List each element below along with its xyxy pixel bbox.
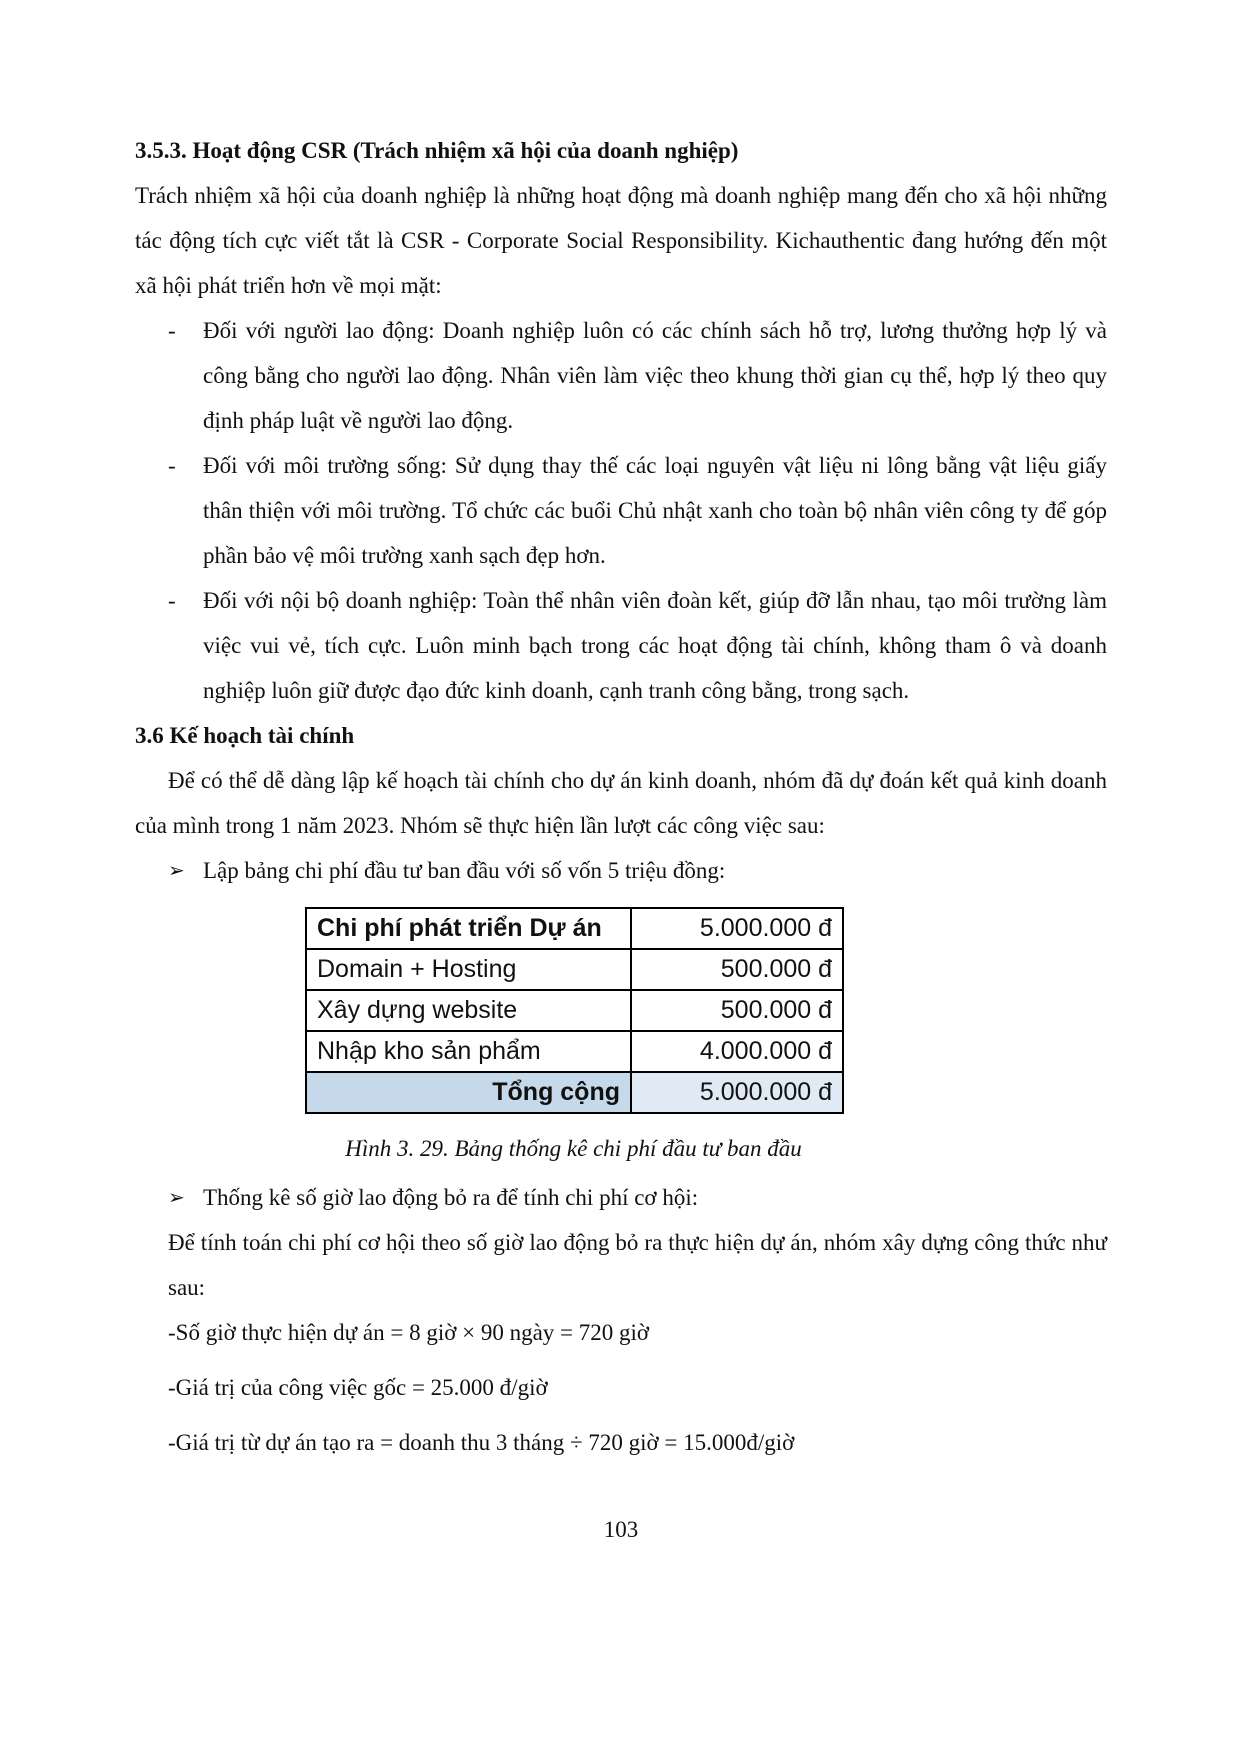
formula-item <box>168 1310 1107 1355</box>
table-cell-label: Xây dựng website <box>306 990 631 1031</box>
dash-bullet: - <box>168 1430 176 1455</box>
cost-table <box>305 907 844 1114</box>
list-item <box>168 443 1107 578</box>
list-item <box>168 848 1107 893</box>
list-item-text: Đối với nội bộ doanh nghiệp: Toàn thể nhân viên đoàn kết, giúp đỡ lẫn nhau, tạo môi trường làm việc vui vẻ, tích cực. Luôn minh bạch trong các hoạt động tài chính, không tham ô và doanh nghiệp luôn giữ được đạo đức kinh doanh, cạnh tranh công bằng, trong sạch. <box>203 588 1107 703</box>
list-item-text: Đối với môi trường sống: Sử dụng thay thế các loại nguyên vật liệu ni lông bằng vật liệu giấy thân thiện với môi trường. Tổ chức các buổi Chủ nhật xanh cho toàn bộ nhân viên công ty để góp phần bảo vệ môi trường xanh sạch đẹp hơn. <box>203 453 1107 568</box>
table-cell-label: Nhập kho sản phẩm <box>306 1031 631 1072</box>
arrow-bullet-icon: ➢ <box>168 858 185 882</box>
page-number: 103 <box>603 1517 639 1542</box>
list-item <box>168 308 1107 443</box>
finance-intro-paragraph: Để có thể dễ dàng lập kế hoạch tài chính cho dự án kinh doanh, nhóm đã dự đoán kết quả kinh doanh của mình trong 1 năm 2023. Nhóm sẽ thực hiện lần lượt các công việc sau: <box>135 768 1107 838</box>
formula-item <box>168 1420 1107 1465</box>
table-row-total <box>306 1072 843 1113</box>
list-item <box>168 1175 1107 1220</box>
table-row <box>306 949 843 990</box>
section-heading-csr: 3.5.3. Hoạt động CSR (Trách nhiệm xã hội của doanh nghiệp) <box>135 138 739 163</box>
bullet-invest-text: Lập bảng chi phí đầu tư ban đầu với số vốn 5 triệu đồng: <box>203 858 726 883</box>
dash-bullet: - <box>168 1375 176 1400</box>
csr-intro-paragraph: Trách nhiệm xã hội của doanh nghiệp là những hoạt động mà doanh nghiệp mang đến cho xã hội những tác động tích cực viết tắt là CSR - Corporate Social Responsibility. Kichauthentic đang hướng đến một xã hội phát triển hơn về mọi mặt: <box>135 183 1107 298</box>
table-cell-label: Domain + Hosting <box>306 949 631 990</box>
list-item <box>168 578 1107 713</box>
table-cell-total-value: 5.000.000 đ <box>631 1072 843 1113</box>
opportunity-cost-paragraph: Để tính toán chi phí cơ hội theo số giờ lao động bỏ ra thực hiện dự án, nhóm xây dựng công thức như sau: <box>168 1230 1107 1300</box>
dash-bullet: - <box>168 1320 176 1345</box>
table-cell-label: Chi phí phát triển Dự án <box>306 908 631 949</box>
figure-caption: Hình 3. 29. Bảng thống kê chi phí đầu tư ban đầu <box>345 1136 802 1161</box>
formula-text: Giá trị của công việc gốc = 25.000 đ/giờ <box>175 1375 548 1400</box>
dash-bullet: - <box>168 318 176 343</box>
table-row <box>306 1031 843 1072</box>
table-cell-value: 4.000.000 đ <box>631 1031 843 1072</box>
table-cell-value: 500.000 đ <box>631 990 843 1031</box>
dash-bullet: - <box>168 588 176 613</box>
formula-text: Giá trị từ dự án tạo ra = doanh thu 3 tháng ÷ 720 giờ = 15.000đ/giờ <box>175 1430 795 1455</box>
table-cell-total-label: Tổng cộng <box>306 1072 631 1113</box>
arrow-bullet-icon: ➢ <box>168 1185 185 1209</box>
formula-text: Số giờ thực hiện dự án = 8 giờ × 90 ngày = 720 giờ <box>175 1320 650 1345</box>
section-heading-finance: 3.6 Kế hoạch tài chính <box>135 723 355 748</box>
bullet-hours-text: Thống kê số giờ lao động bỏ ra để tính chi phí cơ hội: <box>203 1185 699 1210</box>
dash-bullet: - <box>168 453 176 478</box>
table-cell-value: 5.000.000 đ <box>631 908 843 949</box>
formula-item <box>168 1365 1107 1410</box>
table-row <box>306 908 843 949</box>
list-item-text: Đối với người lao động: Doanh nghiệp luôn có các chính sách hỗ trợ, lương thưởng hợp lý và công bằng cho người lao động. Nhân viên làm việc theo khung thời gian cụ thể, hợp lý theo quy định pháp luật về người lao động. <box>203 318 1107 433</box>
table-row <box>306 990 843 1031</box>
table-cell-value: 500.000 đ <box>631 949 843 990</box>
